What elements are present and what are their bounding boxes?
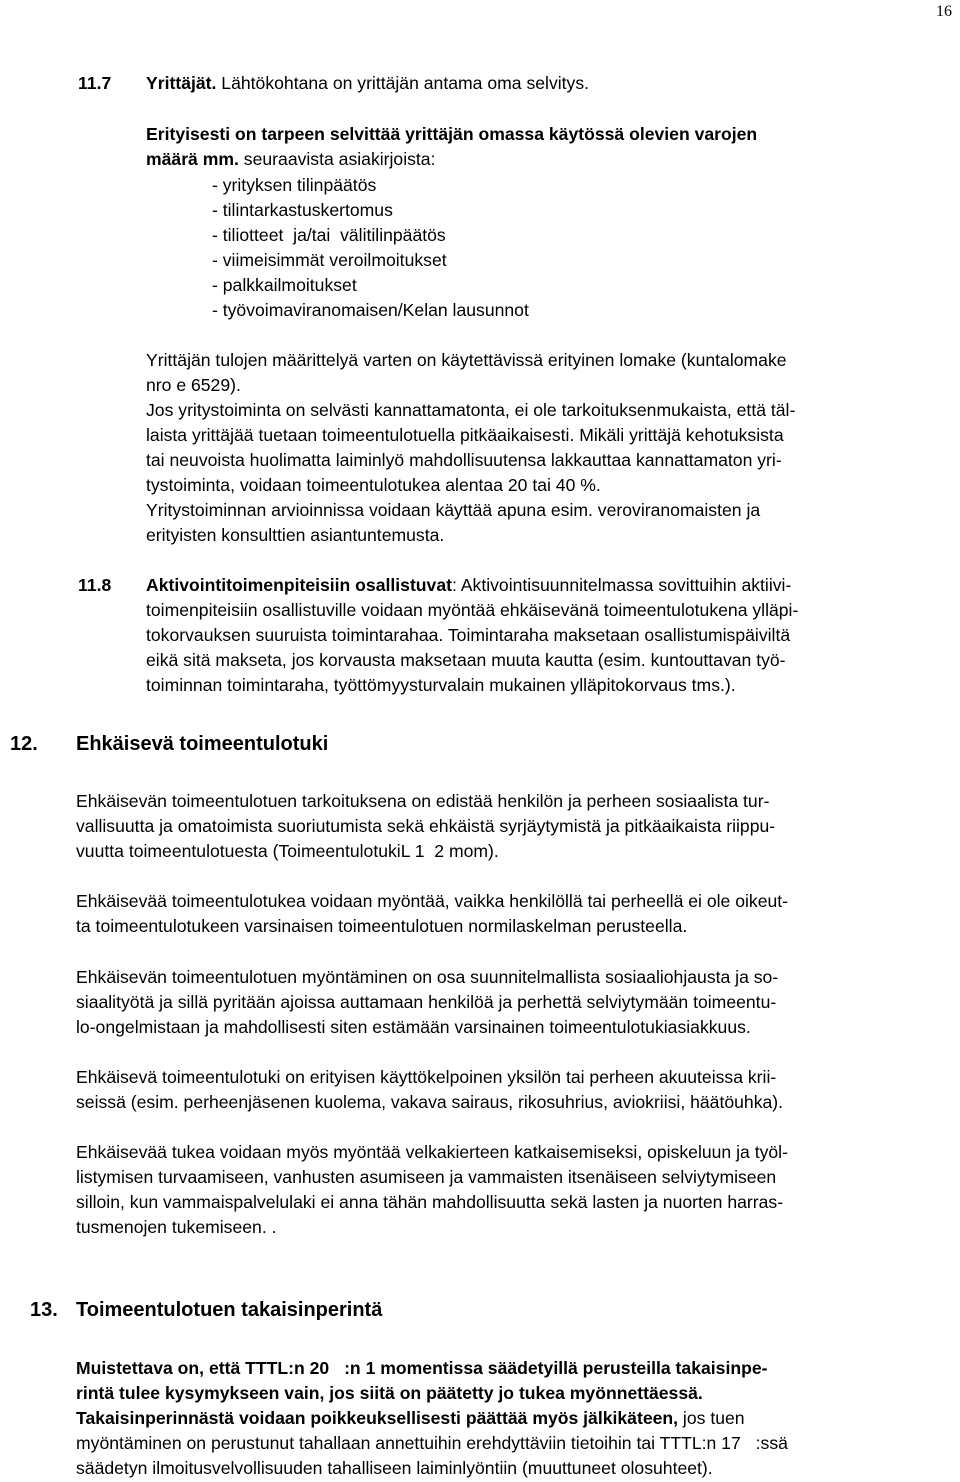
- paragraph-line: laista yrittäjää tuetaan toimeentulotuella pitkäaikaisesti. Mikäli yrittäjä kehotuksista: [146, 425, 784, 445]
- section-11-7-heading-rest: Lähtökohtana on yrittäjän antama oma selvitys.: [216, 73, 590, 93]
- s13-line-4-a: myöntäminen on perustunut tahallaan annettuihin erehdyttäviin tietoihin tai TTTL:n 17: [76, 1433, 746, 1453]
- paragraph-line: nro e 6529).: [146, 375, 241, 395]
- paragraph-line: tai neuvoista huolimatta laiminlyö mahdollisuutensa lakkauttaa kannattamaton yri-: [146, 450, 782, 470]
- s11-7-line-2: [146, 147, 435, 171]
- paragraph-line: tystoiminta, voidaan toimeentulotukea alentaa 20 tai 40 %.: [146, 475, 601, 495]
- paragraph-line: eikä sitä makseta, jos korvausta maksetaan muuta kautta (esim. kuntouttavan työ-: [146, 650, 786, 670]
- list-item: - yrityksen tilinpäätös: [212, 175, 377, 195]
- s11-7-bold-line-1: Erityisesti on tarpeen selvittää yrittäjän omassa käytössä olevien varojen: [146, 124, 758, 144]
- paragraph-line: Yritystoiminnan arvioinnissa voidaan käyttää apuna esim. veroviranomaisten ja: [146, 500, 761, 520]
- paragraph-line: listymisen turvaamiseen, vanhusten asumiseen ja vammaisten itsenäiseen selviytymiseen: [76, 1167, 777, 1187]
- section-11-8-heading: Aktivointitoimenpiteisiin osallistuvat: [146, 575, 452, 595]
- paragraph-line: vallisuutta ja omatoimista suoriutumista sekä ehkäistä syrjäytymistä ja pitkäaikaista riippu-: [76, 816, 776, 836]
- s11-7-line-2-rest: seuraavista asiakirjoista:: [238, 149, 436, 169]
- paragraph-line: seissä (esim. perheenjäsenen kuolema, vakava sairaus, rikosuhrius, aviokriisi, häätöuhka).: [76, 1092, 784, 1112]
- paragraph-line: vuutta toimeentulotuesta (ToimeentulotukiL 1 2 mom).: [76, 841, 499, 861]
- s13-line-4-b: :ssä: [755, 1433, 788, 1453]
- section-number-13: 13.: [30, 1299, 58, 1321]
- section-number-12: 12.: [10, 733, 38, 755]
- section-11-7-heading-line: [146, 71, 589, 95]
- paragraph-line: toimenpiteisiin osallistuville voidaan myöntää ehkäisevänä toimeentulotukena ylläpi-: [146, 600, 799, 620]
- paragraph-line: silloin, kun vammaispalvelulaki ei anna tähän mahdollisuutta sekä lasten ja nuorten harras-: [76, 1192, 784, 1212]
- s13-line-5: säädetyn ilmoitusvelvollisuuden tahalliseen laiminlyöntiin (muuttuneet olosuhteet).: [76, 1458, 713, 1478]
- s13-line-3: [76, 1406, 745, 1430]
- s13-bold-line-1-b: :n 1 momentissa säädetyillä perusteilla takaisinpe-: [344, 1358, 768, 1378]
- s11-7-bold-lead: määrä mm.: [146, 149, 239, 169]
- list-item: - viimeisimmät veroilmoitukset: [212, 250, 447, 270]
- list-item: - tiliotteet ja/tai välitilinpäätös: [212, 225, 446, 245]
- paragraph-line: Ehkäisevän toimeentulotuen tarkoituksena on edistää henkilön ja perheen sosiaalista tur-: [76, 791, 770, 811]
- paragraph-line: erityisten konsulttien asiantuntemusta.: [146, 525, 445, 545]
- s13-bold-line-1: [76, 1356, 767, 1380]
- paragraph-line: tokorvauksen suuruista toimintarahaa. Toimintaraha maksetaan osallistumispäiviltä: [146, 625, 791, 645]
- section-number-11-7: 11.7: [78, 73, 112, 93]
- paragraph-line: Ehkäisevän toimeentulotuen myöntäminen on osa suunnitelmallista sosiaaliohjausta ja so-: [76, 967, 779, 987]
- paragraph-line: siaalityötä ja sillä pyritään ajoissa auttamaan henkilöä ja perhettä selviytymään toimeentu-: [76, 992, 777, 1012]
- section-number-11-8: 11.8: [78, 575, 112, 595]
- paragraph-line: Ehkäisevää toimeentulotukea voidaan myöntää, vaikka henkilöllä tai perheellä ei ole oikeut-: [76, 891, 789, 911]
- paragraph-line: Jos yritystoiminta on selvästi kannattamatonta, ei ole tarkoituksenmukaista, että täl-: [146, 400, 796, 420]
- list-item: - tilintarkastuskertomus: [212, 200, 393, 220]
- paragraph-line: Ehkäisevää tukea voidaan myös myöntää velkakierteen katkaisemiseksi, opiskeluun ja työl-: [76, 1142, 788, 1162]
- s13-bold-line-3: Takaisinperinnästä voidaan poikkeuksellisesti päättää myös jälkikäteen,: [76, 1408, 679, 1428]
- section-11-8-first-line: [146, 573, 791, 597]
- paragraph-line: toiminnan toimintaraha, työttömyysturvalain mukainen ylläpitokorvaus tms.).: [146, 675, 736, 695]
- section-11-7-heading: Yrittäjät.: [146, 73, 217, 93]
- s13-line-4: [76, 1431, 788, 1455]
- paragraph-line: tusmenojen tukemiseen. .: [76, 1217, 277, 1237]
- page-number: 16: [936, 3, 952, 20]
- section-13-title: Toimeentulotuen takaisinperintä: [76, 1299, 383, 1321]
- section-11-8-first-line-rest: : Aktivointisuunnitelmassa sovittuihin aktiivi-: [451, 575, 792, 595]
- list-item: - palkkailmoitukset: [212, 275, 357, 295]
- s13-bold-line-2: rintä tulee kysymykseen vain, jos siitä on päätetty jo tukea myönnettäessä.: [76, 1383, 703, 1403]
- section-12-title: Ehkäisevä toimeentulotuki: [76, 733, 329, 755]
- paragraph-line: ta toimeentulotukeen varsinaisen toimeentulotuen normilaskelman perusteella.: [76, 916, 688, 936]
- list-item: - työvoimaviranomaisen/Kelan lausunnot: [212, 300, 529, 320]
- paragraph-line: Yrittäjän tulojen määrittelyä varten on käytettävissä erityinen lomake (kuntalomake: [146, 350, 787, 370]
- s13-bold-line-1-a: Muistettava on, että TTTL:n 20: [76, 1358, 335, 1378]
- s13-line-3-rest: jos tuen: [678, 1408, 745, 1428]
- paragraph-line: lo-ongelmistaan ja mahdollisesti siten estämään varsinainen toimeentulotukiasiakkuus.: [76, 1017, 751, 1037]
- paragraph-line: Ehkäisevä toimeentulotuki on erityisen käyttökelpoinen yksilön tai perheen akuuteissa krii-: [76, 1067, 777, 1087]
